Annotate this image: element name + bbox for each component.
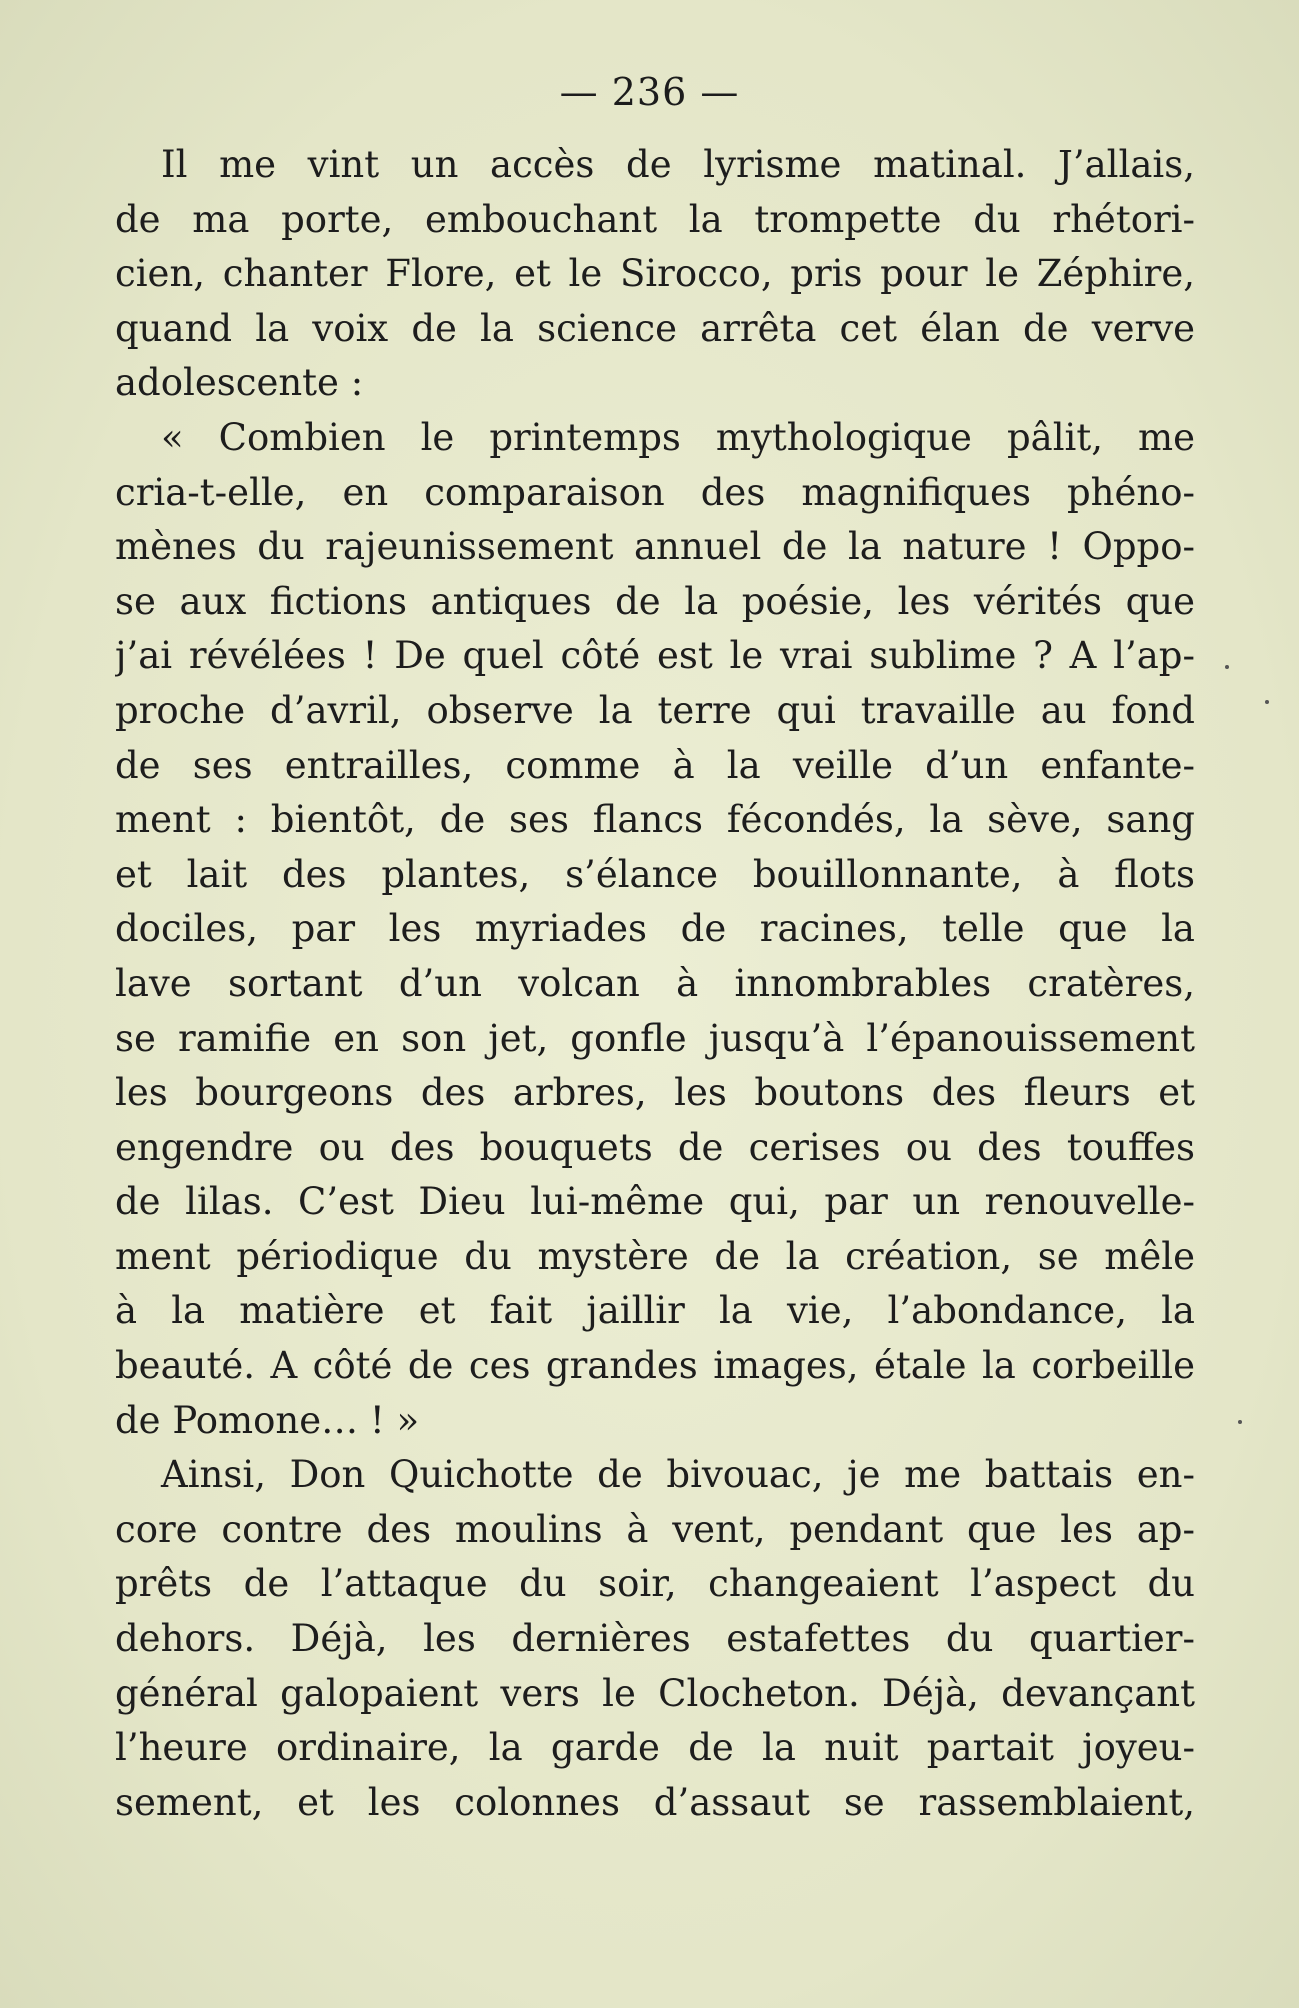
text-line: cria-t-elle, en comparaison des magnifiques phéno- bbox=[115, 470, 1195, 514]
text-line: de ma porte, embouchant la trompette du rhétori- bbox=[115, 197, 1195, 241]
text-line: proche d’avril, observe la terre qui travaille au fond bbox=[115, 688, 1195, 732]
text-line: Il me vint un accès de lyrisme matinal. J’allais, bbox=[161, 143, 1195, 186]
text-line: Ainsi, Don Quichotte de bivouac, je me battais en- bbox=[161, 1453, 1195, 1497]
text-line: dehors. Déjà, les dernières estafettes du quartier- bbox=[115, 1617, 1195, 1661]
body-text bbox=[115, 138, 1195, 1830]
paper-speck bbox=[1225, 665, 1229, 669]
text-line: adolescente : bbox=[115, 361, 364, 405]
paper-speck bbox=[1238, 1420, 1242, 1424]
text-line: général galopaient vers le Clocheton. Déjà, devançant bbox=[115, 1671, 1195, 1715]
text-line: sement, et les colonnes d’assaut se rassemblaient, bbox=[115, 1780, 1195, 1824]
text-line: core contre des moulins à vent, pendant que les ap- bbox=[115, 1507, 1195, 1551]
text-line: « Combien le printemps mythologique pâlit, me bbox=[161, 415, 1195, 459]
text-line: mènes du rajeunissement annuel de la nature ! Oppo- bbox=[115, 525, 1195, 569]
text-line: dociles, par les myriades de racines, telle que la bbox=[115, 907, 1195, 951]
page-number: — 236 — bbox=[559, 70, 740, 114]
text-line: lave sortant d’un volcan à innombrables cratères, bbox=[115, 961, 1195, 1005]
text-line: de Pomone… ! » bbox=[115, 1398, 420, 1442]
text-line: les bourgeons des arbres, les boutons des fleurs et bbox=[115, 1071, 1195, 1115]
text-line: beauté. A côté de ces grandes images, étale la corbeille bbox=[115, 1344, 1195, 1388]
text-line: à la matière et fait jaillir la vie, l’abondance, la bbox=[115, 1289, 1195, 1333]
text-line: engendre ou des bouquets de cerises ou des touffes bbox=[115, 1125, 1195, 1169]
text-line: prêts de l’attaque du soir, changeaient l’aspect du bbox=[115, 1562, 1195, 1606]
text-line: se ramifie en son jet, gonfle jusqu’à l’épanouissement bbox=[115, 1016, 1195, 1060]
text-line: et lait des plantes, s’élance bouillonnante, à flots bbox=[115, 852, 1195, 896]
text-line: de lilas. C’est Dieu lui-même qui, par un renouvelle- bbox=[115, 1180, 1195, 1224]
text-line: ment périodique du mystère de la création, se mêle bbox=[115, 1234, 1195, 1278]
text-line: quand la voix de la science arrêta cet élan de verve bbox=[115, 306, 1195, 350]
text-line: ment : bientôt, de ses flancs fécondés, la sève, sang bbox=[115, 798, 1195, 842]
text-line: de ses entrailles, comme à la veille d’un enfante- bbox=[115, 743, 1195, 787]
text-line: j’ai révélées ! De quel côté est le vrai sublime ? A l’ap- bbox=[115, 634, 1195, 678]
text-line: cien, chanter Flore, et le Sirocco, pris pour le Zéphire, bbox=[115, 252, 1195, 296]
paper-speck bbox=[1265, 700, 1269, 704]
text-line: l’heure ordinaire, la garde de la nuit partait joyeu- bbox=[115, 1726, 1195, 1770]
text-line: se aux fictions antiques de la poésie, les vérités que bbox=[115, 579, 1195, 623]
